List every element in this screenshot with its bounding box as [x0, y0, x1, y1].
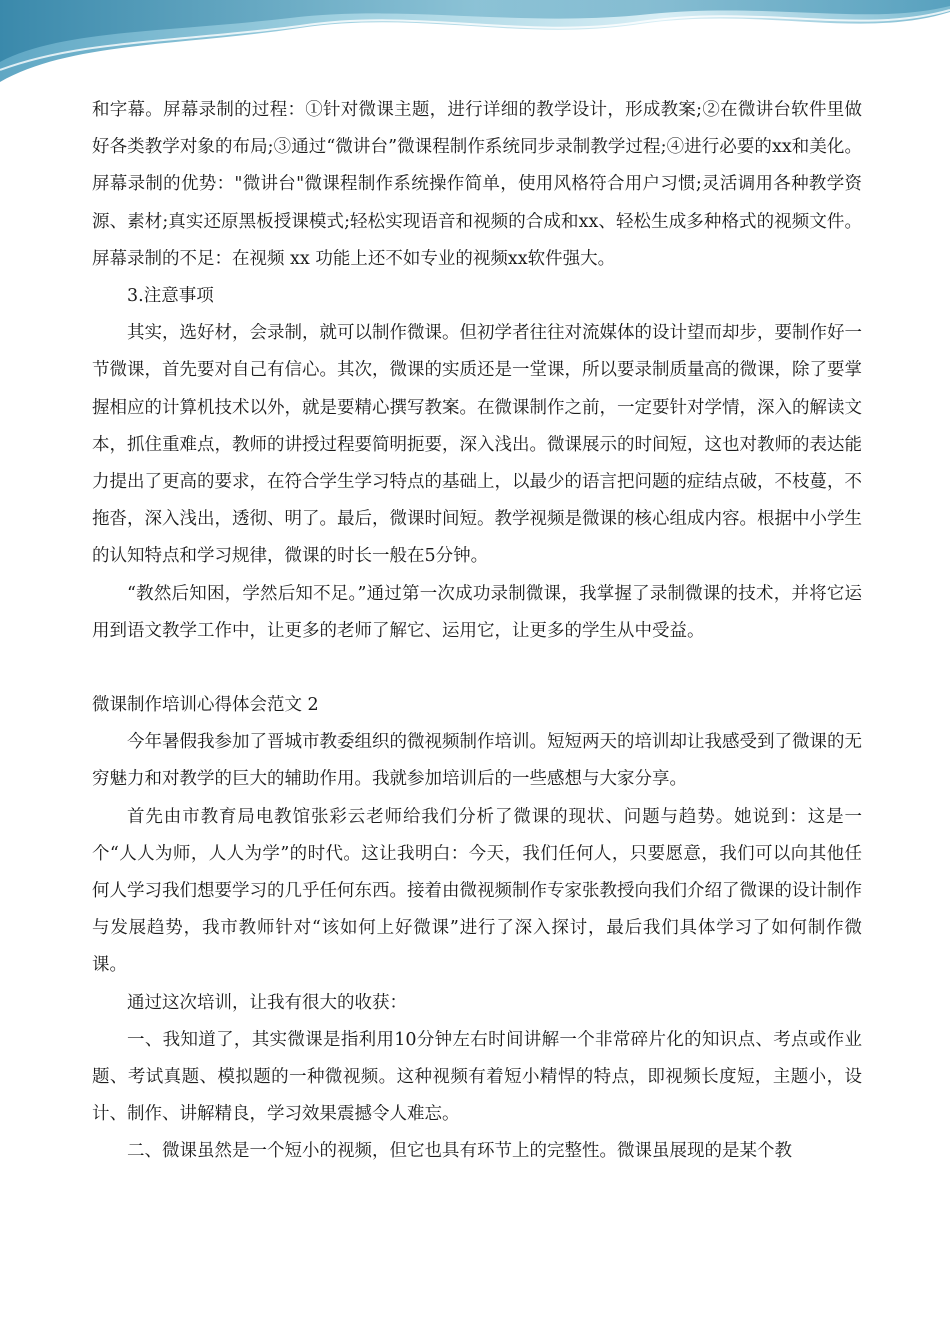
paragraph: 今年暑假我参加了晋城市教委组织的微视频制作培训。短短两天的培训却让我感受到了微课的无穷魅力和对教学的巨大的辅助作用。我就参加培训后的一些感想与大家分享。 — [92, 732, 862, 790]
document-body — [92, 92, 862, 1171]
paragraph: 其实，选好材，会录制，就可以制作微课。但初学者往往对流媒体的设计望而却步，要制作好一节微课，首先要对自己有信心。其次，微课的实质还是一堂课，所以要录制质量高的微课，除了要掌握相应的计算机技术以外，就是要精心撰写教案。在微课制作之前，一定要针对学情，深入的解读文本，抓住重难点，教师的讲授过程要简明扼要，深入浅出。微课展示的时间短，这也对教师的表达能力提出了更高的要求，在符合学生学习特点的基础上，以最少的语言把问题的症结点破，不枝蔓，不拖沓，深入浅出，透彻、明了。最后，微课时间短。教学视频是微课的核心组成内容。根据中小学生的认知特点和学习规律，微课的时长一般在5分钟。 — [92, 323, 862, 567]
section-title: 微课制作培训心得体会范文 2 — [92, 695, 319, 716]
paragraph: 通过这次培训，让我有很大的收获： — [127, 992, 407, 1013]
subheading: 3.注意事项 — [127, 286, 214, 307]
header-wave-decoration — [0, 0, 950, 90]
paragraph: 一、我知道了，其实微课是指利用10分钟左右时间讲解一个非常碎片化的知识点、考点或作业题、考试真题、模拟题的一种微视频。这种视频有着短小精悍的特点，即视频长度短，主题小，设计、制作、讲解精良，学习效果震撼令人难忘。 — [92, 1029, 862, 1125]
paragraph: 和字幕。屏幕录制的过程：①针对微课主题，进行详细的教学设计，形成教案;②在微讲台软件里做好各类教学对象的布局;③通过“微讲台”微课程制作系统同步录制教学过程;④进行必要的xx和美化。屏幕录制的优势："微讲台"微课程制作系统操作简单，使用风格符合用户习惯;灵活调用各种教学资源、素材;真实还原黑板授课模式;轻松实现语音和视频的合成和xx、轻松生成多种格式的视频文件。屏幕录制的不足：在视频 xx 功能上还不如专业的视频xx软件强大。 — [92, 100, 862, 269]
paragraph: “教然后知困，学然后知不足。”通过第一次成功录制微课，我掌握了录制微课的技术，并将它运用到语文教学工作中，让更多的老师了解它、运用它，让更多的学生从中受益。 — [92, 583, 862, 641]
paragraph: 首先由市教育局电教馆张彩云老师给我们分析了微课的现状、问题与趋势。她说到：这是一个“人人为师，人人为学”的时代。这让我明白：今天，我们任何人，只要愿意，我们可以向其他任何人学习我们想要学习的几乎任何东西。接着由微视频制作专家张教授向我们介绍了微课的设计制作与发展趋势，我市教师针对“该如何上好微课”进行了深入探讨，最后我们具体学习了如何制作微课。 — [92, 806, 862, 976]
paragraph: 二、微课虽然是一个短小的视频，但它也具有环节上的完整性。微课虽展现的是某个教 — [127, 1141, 792, 1162]
